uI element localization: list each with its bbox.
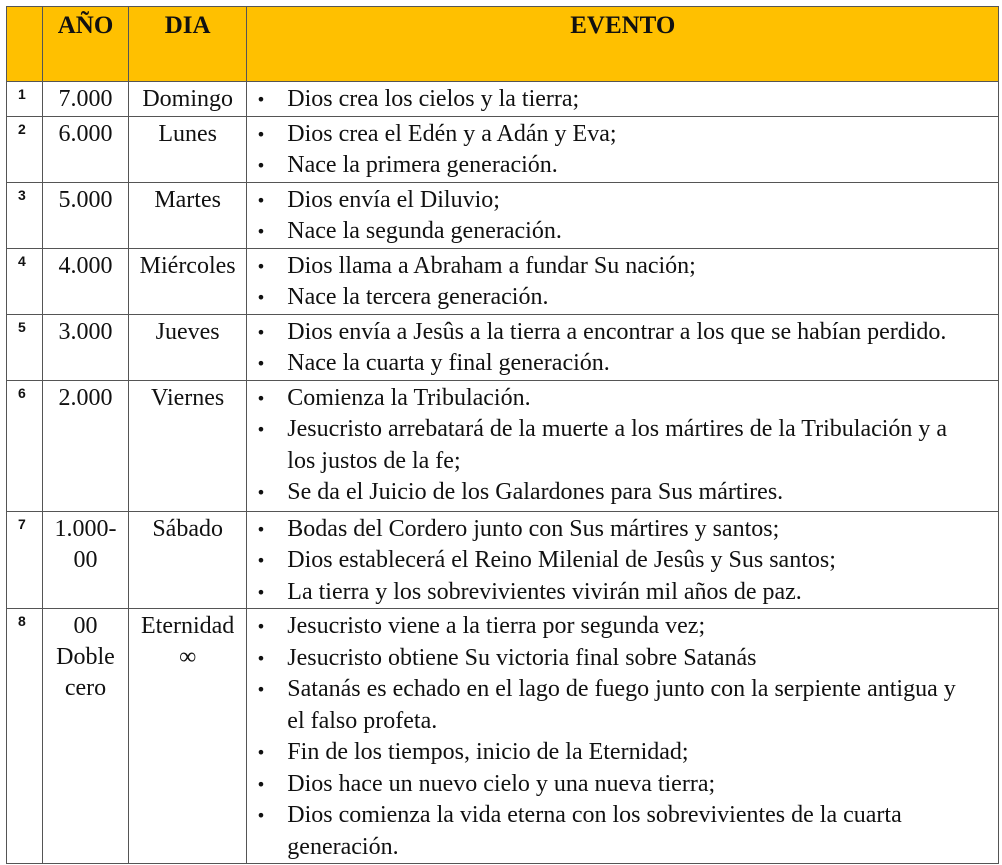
event-cell (247, 609, 999, 864)
event-item: • Bodas del Cordero junto con Sus mártires y santos; (247, 514, 998, 546)
event-item: • Nace la tercera generación. (247, 282, 998, 314)
event-item: • Dios llama a Abraham a fundar Su nación; (247, 251, 998, 283)
event-item: • Nace la cuarta y final generación. (247, 348, 998, 380)
events-table (6, 6, 999, 864)
event-item: • Dios comienza la vida eterna con los sobrevivientes de la cuarta generación. (247, 800, 998, 863)
year-cell: 2.000 (43, 380, 129, 511)
event-item: • Jesucristo obtiene Su victoria final sobre Satanás (247, 643, 998, 675)
day-cell: Jueves (129, 314, 247, 380)
day-cell: Miércoles (129, 248, 247, 314)
event-cell (247, 116, 999, 182)
event-item: • Comienza la Tribulación. (247, 383, 998, 415)
day-cell: Lunes (129, 116, 247, 182)
table-row (7, 511, 999, 609)
event-item: • Se da el Juicio de los Galardones para Sus mártires. (247, 477, 998, 509)
event-item: • Satanás es echado en el lago de fuego junto con la serpiente antigua y el falso profeta. (247, 674, 998, 737)
row-number: 8 (7, 609, 43, 864)
year-cell: 1.000-00 (43, 511, 129, 609)
day-cell: Sábado (129, 511, 247, 609)
event-item: • Dios envía a Jesûs a la tierra a encontrar a los que se habían perdido. (247, 317, 998, 349)
event-cell (247, 380, 999, 511)
event-item: • Dios crea el Edén y a Adán y Eva; (247, 119, 998, 151)
row-number: 7 (7, 511, 43, 609)
day-cell: Domingo (129, 82, 247, 117)
event-item: • Jesucristo arrebatará de la muerte a los mártires de la Tribulación y a los justos de la fe; (247, 414, 998, 477)
header-year: AÑO (43, 7, 129, 82)
table-row (7, 82, 999, 117)
row-number: 6 (7, 380, 43, 511)
day-cell: Viernes (129, 380, 247, 511)
header-day: DIA (129, 7, 247, 82)
event-cell (247, 511, 999, 609)
row-number: 1 (7, 82, 43, 117)
year-cell: 6.000 (43, 116, 129, 182)
event-item: • Dios hace un nuevo cielo y una nueva tierra; (247, 769, 998, 801)
event-item: • Dios envía el Diluvio; (247, 185, 998, 217)
year-cell: 4.000 (43, 248, 129, 314)
table-row (7, 248, 999, 314)
row-number: 5 (7, 314, 43, 380)
day-cell: Eternidad ∞ (129, 609, 247, 864)
event-item: • Fin de los tiempos, inicio de la Eternidad; (247, 737, 998, 769)
event-cell (247, 248, 999, 314)
year-cell: 7.000 (43, 82, 129, 117)
event-item: • Jesucristo viene a la tierra por segunda vez; (247, 611, 998, 643)
event-cell (247, 314, 999, 380)
event-cell (247, 82, 999, 117)
table-row (7, 609, 999, 864)
year-cell: 5.000 (43, 182, 129, 248)
row-number: 3 (7, 182, 43, 248)
table-row (7, 380, 999, 511)
event-item: • Dios crea los cielos y la tierra; (247, 84, 998, 116)
event-item: • La tierra y los sobrevivientes vivirán mil años de paz. (247, 577, 998, 609)
row-number: 4 (7, 248, 43, 314)
event-item: • Nace la segunda generación. (247, 216, 998, 248)
event-item: • Nace la primera generación. (247, 150, 998, 182)
year-cell: 00 Doble cero (43, 609, 129, 864)
event-cell (247, 182, 999, 248)
table-row (7, 314, 999, 380)
day-cell: Martes (129, 182, 247, 248)
header-num (7, 7, 43, 82)
year-cell: 3.000 (43, 314, 129, 380)
table-header-row (7, 7, 999, 82)
event-item: • Dios establecerá el Reino Milenial de Jesûs y Sus santos; (247, 545, 998, 577)
header-event: EVENTO (247, 7, 999, 82)
row-number: 2 (7, 116, 43, 182)
table-row (7, 182, 999, 248)
table-row (7, 116, 999, 182)
